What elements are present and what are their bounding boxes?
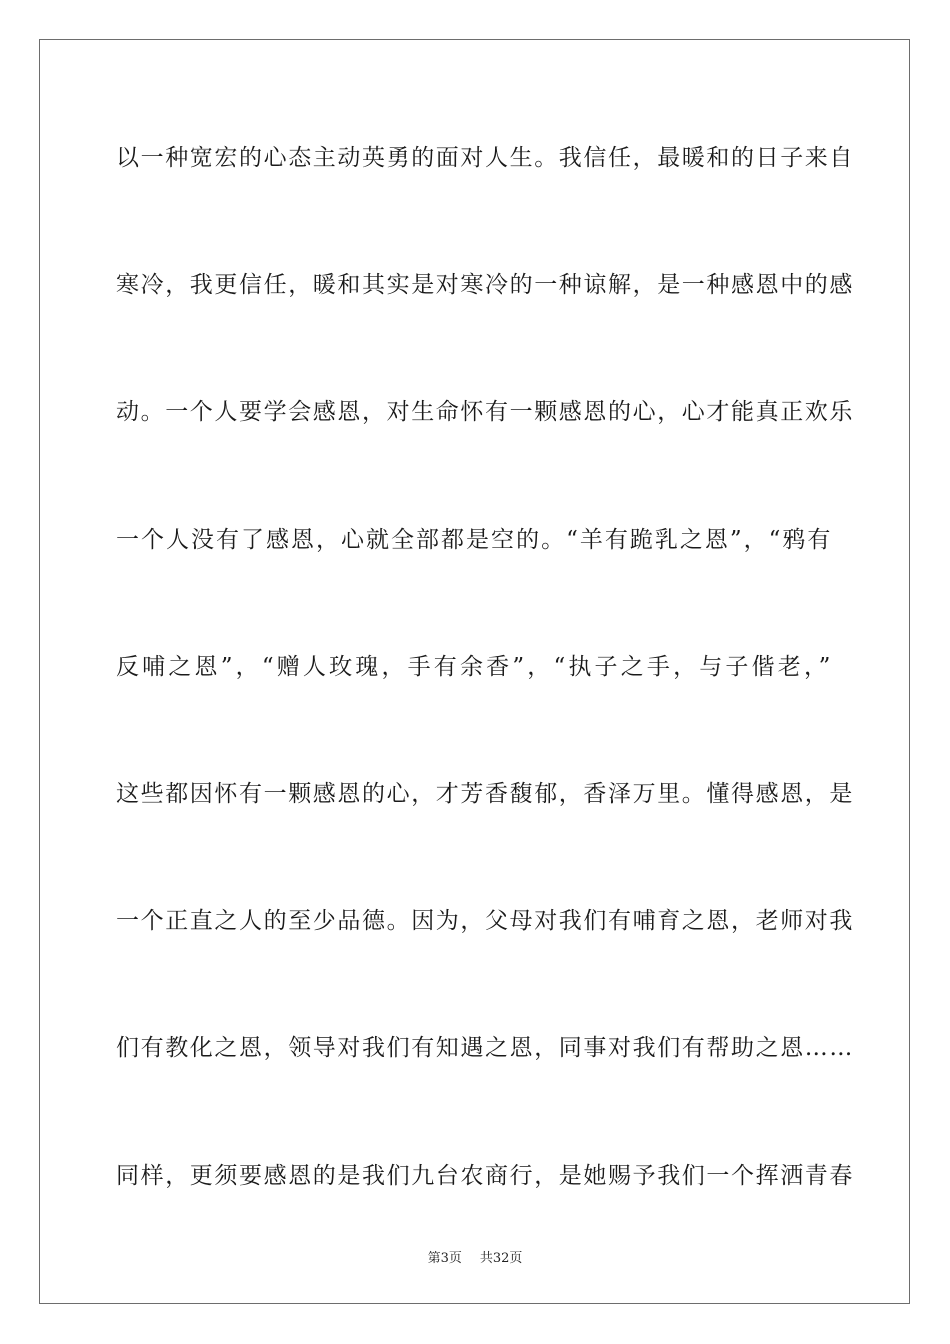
text-line: 反哺之恩”，“赠人玫瑰，手有余香”，“执子之手，与子偕老，” <box>116 653 832 680</box>
text-line: 以一种宽宏的心态主动英勇的面对人生。我信任，最暖和的日子来自 <box>116 145 854 171</box>
text-line: 一个人没有了感恩，心就全部都是空的。“羊有跪乳之恩”，“鸦有 <box>116 526 832 553</box>
current-page-number: 第3页 <box>427 1251 462 1266</box>
text-line: 一个正直之人的至少品德。因为，父母对我们有哺育之恩，老师对我 <box>116 908 854 935</box>
page-footer <box>0 1247 950 1266</box>
text-line: 们有教化之恩，领导对我们有知遇之恩，同事对我们有帮助之恩…… <box>116 1035 854 1062</box>
text-line: 同样，更须要感恩的是我们九台农商行，是她赐予我们一个挥洒青春 <box>116 1162 854 1189</box>
total-page-count: 共32页 <box>479 1251 523 1266</box>
text-line: 寒冷，我更信任，暖和其实是对寒冷的一种谅解，是一种感恩中的感 <box>116 272 854 299</box>
text-line: 动。一个人要学会感恩，对生命怀有一颗感恩的心，心才能真正欢乐 <box>116 399 854 426</box>
text-line: 这些都因怀有一颗感恩的心，才芳香馥郁，香泽万里。懂得感恩，是 <box>116 780 854 807</box>
body-text <box>116 126 854 1271</box>
